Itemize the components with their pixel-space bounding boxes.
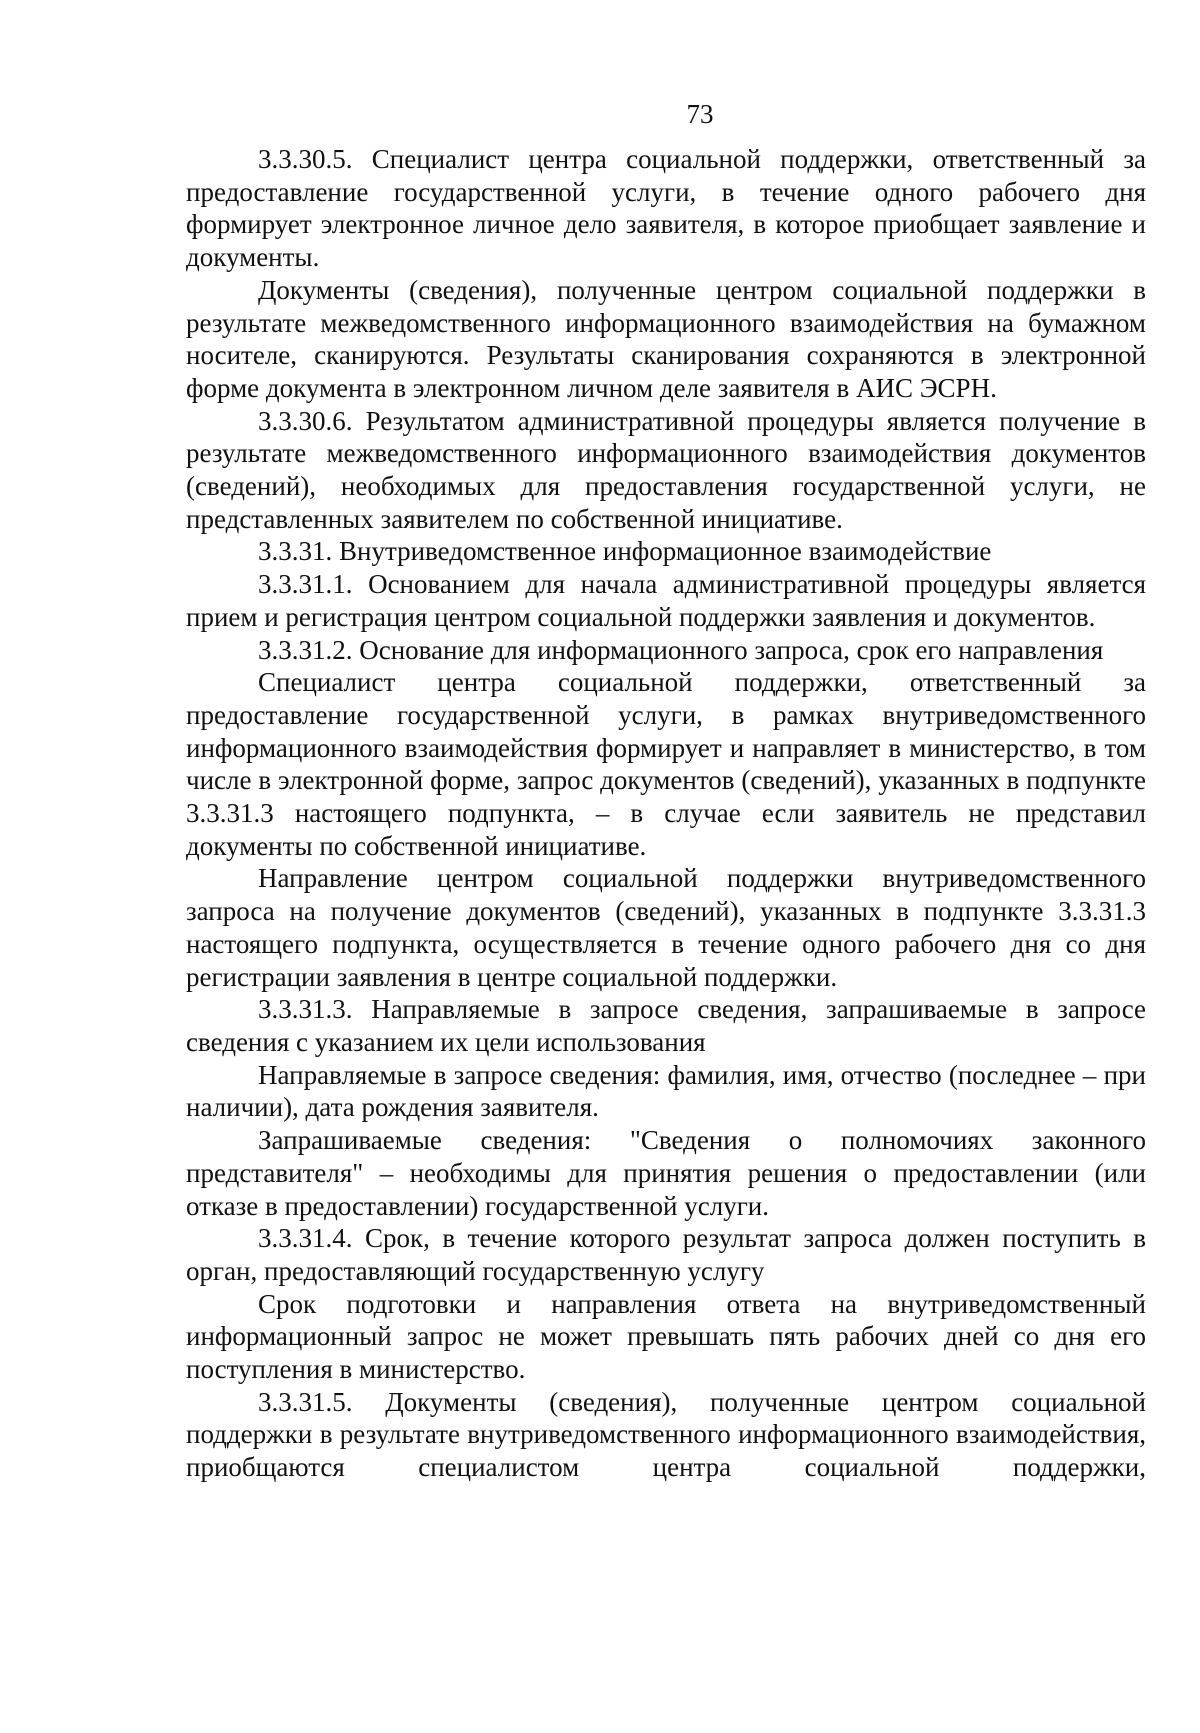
page-number: 73 xyxy=(686,99,714,129)
paragraph-request-direction: Направление центром социальной поддержки внутриведомственного запроса на получение документов (сведений), указанных в подпункте 3.3.31.3 настоящего подпункта, осуществляется в течение одного рабочего дня со дня регистрации заявления в центре социальной поддержки. xyxy=(186,863,1146,992)
heading-3-3-31: 3.3.31. Внутриведомственное информационное взаимодействие xyxy=(258,536,992,567)
paragraph-scanned-documents: Документы (сведения), полученные центром социальной поддержки в результате межведомственного информационного взаимодействия на бумажном носителе, сканируются. Результаты сканирования сохраняются в электронной форме документа в электронном личном деле заявителя в АИС ЭСРН. xyxy=(186,274,1146,403)
document-body xyxy=(186,143,1146,1484)
paragraph-3-3-31-5: 3.3.31.5. Документы (сведения), полученные центром социальной поддержки в результате внутриведомственного информационного взаимодействия, приобщаются специалистом центра социальной поддержки, xyxy=(186,1386,1146,1483)
paragraph-sent-data: Направляемые в запросе сведения: фамилия, имя, отчество (последнее – при наличии), дата рождения заявителя. xyxy=(186,1059,1146,1123)
paragraph-requested-data: Запрашиваемые сведения: "Сведения о полномочиях законного представителя" – необходимы для принятия решения о предоставлении (или отказе в предоставлении) государственной услуги. xyxy=(186,1125,1146,1221)
paragraph-3-3-30-6: 3.3.30.6. Результатом административной процедуры является получение в результате межведомственного информационного взаимодействия документов (сведений), необходимых для предоставления государственной услуги, не представленных заявителем по собственной инициативе. xyxy=(186,405,1146,534)
paragraph-specialist-request: Специалист центра социальной поддержки, ответственный за предоставление государственной услуги, в рамках внутриведомственного информационного взаимодействия формирует и направляет в министерство, в том числе в электронной форме, запрос документов (сведений), указанных в подпункте 3.3.31.3 настоящего подпункта, – в случае если заявитель не представил документы по собственной инициативе. xyxy=(186,667,1146,861)
paragraph-response-deadline: Срок подготовки и направления ответа на внутриведомственный информационный запрос не может превышать пять рабочих дней со дня его поступления в министерство. xyxy=(186,1288,1146,1385)
heading-3-3-31-2: 3.3.31.2. Основание для информационного запроса, срок его направления xyxy=(258,634,1104,665)
heading-3-3-31-3: 3.3.31.3. Направляемые в запросе сведения, запрашиваемые в запросе сведения с указанием их цели использования xyxy=(186,994,1146,1057)
paragraph-3-3-31-1: 3.3.31.1. Основанием для начала административной процедуры является прием и регистрация центром социальной поддержки заявления и документов. xyxy=(186,569,1146,632)
paragraph-3-3-30-5: 3.3.30.5. Специалист центра социальной поддержки, ответственный за предоставление государственной услуги, в течение одного рабочего дня формирует электронное личное дело заявителя, в которое приобщает заявление и документы. xyxy=(186,144,1146,273)
heading-3-3-31-4: 3.3.31.4. Срок, в течение которого результат запроса должен поступить в орган, предоставляющий государственную услугу xyxy=(186,1223,1146,1286)
